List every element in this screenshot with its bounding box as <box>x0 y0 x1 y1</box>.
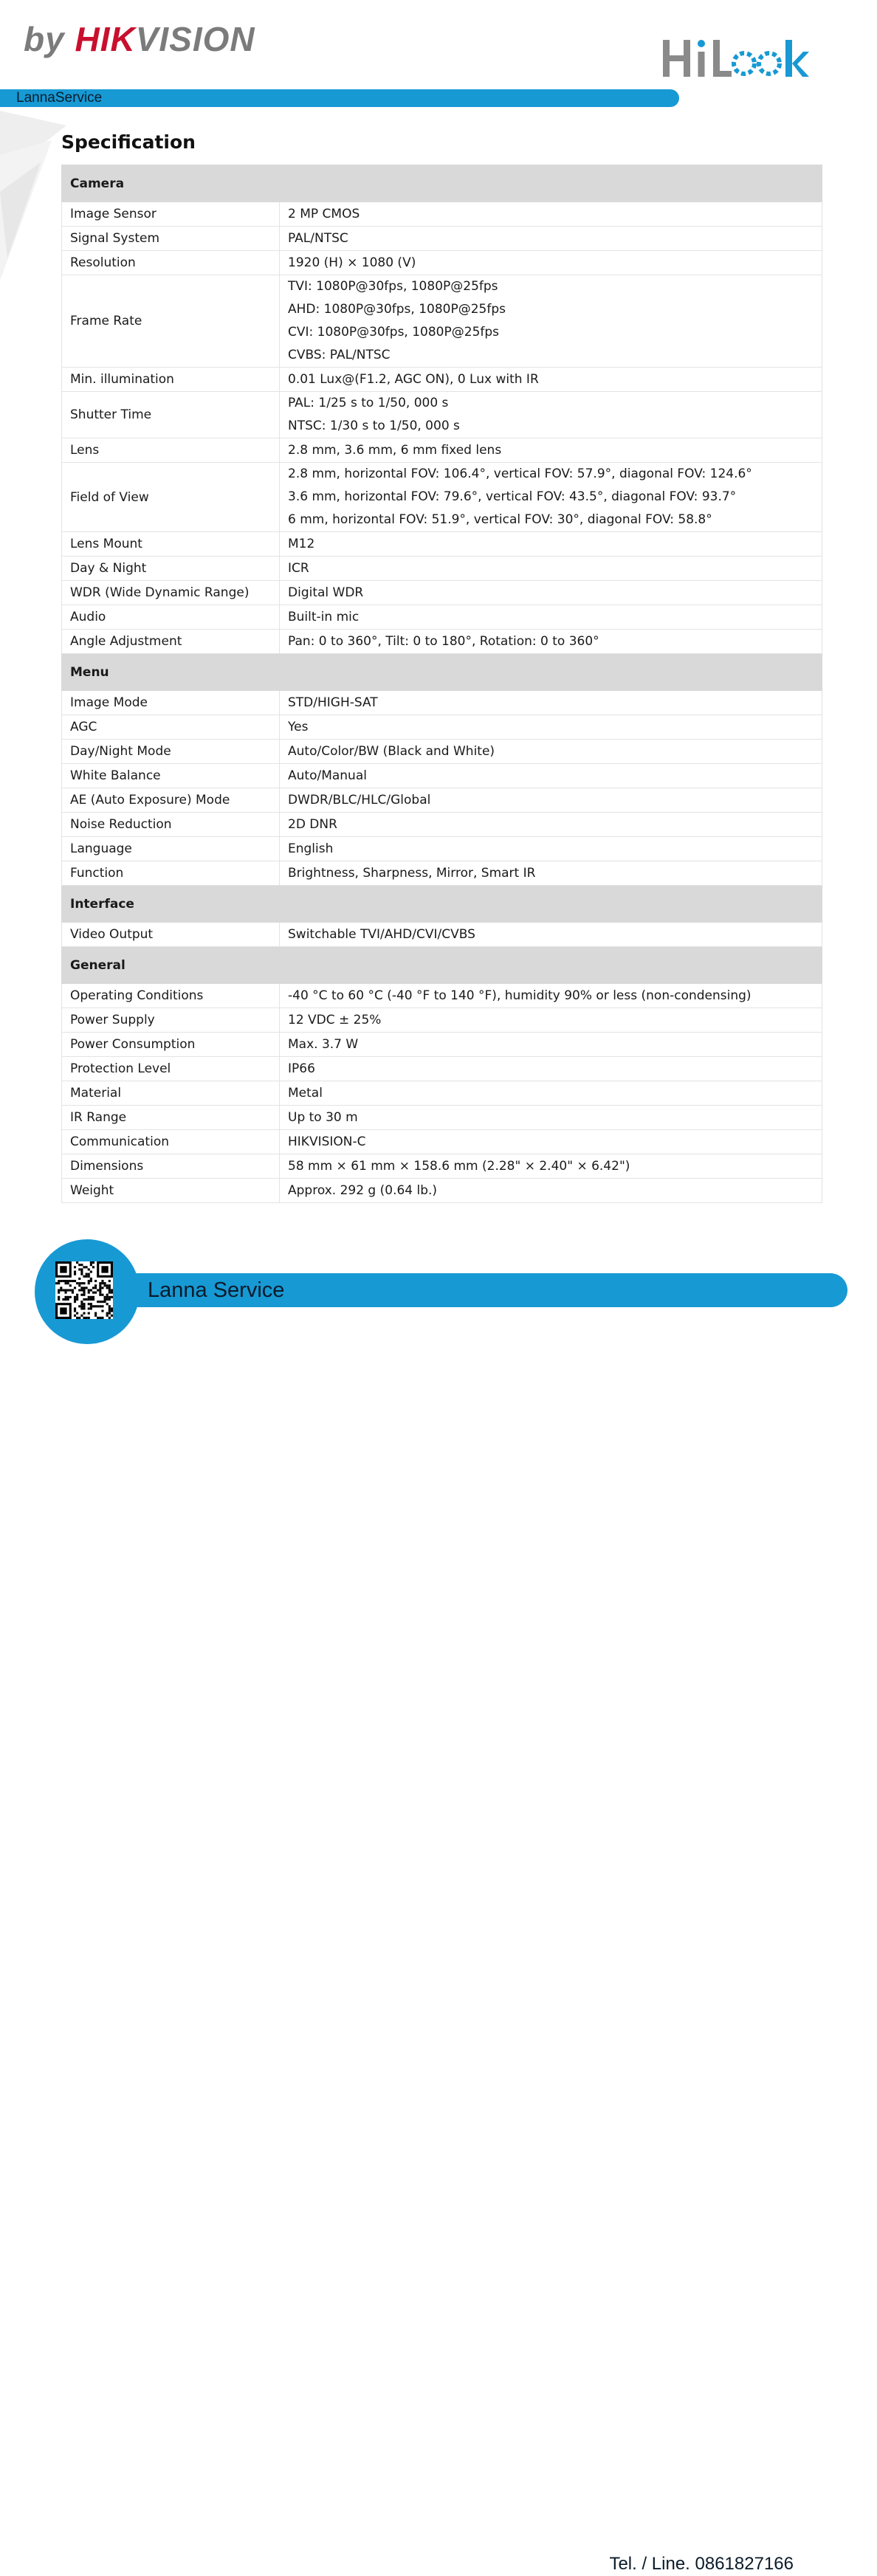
spec-value-line: PAL/NTSC <box>288 231 348 246</box>
spec-value-line: 2.8 mm, horizontal FOV: 106.4°, vertical FOV: 57.9°, diagonal FOV: 124.6° <box>288 466 752 481</box>
section-title: Menu <box>62 654 822 691</box>
table-row <box>62 557 822 581</box>
spec-label: Communication <box>62 1130 280 1154</box>
spec-label: Operating Conditions <box>62 984 280 1008</box>
table-row <box>62 1081 822 1106</box>
table-row <box>62 1008 822 1033</box>
spec-value-line: Digital WDR <box>288 585 364 600</box>
spec-value <box>280 1106 822 1130</box>
spec-value-line: Brightness, Sharpness, Mirror, Smart IR <box>288 866 536 881</box>
section-header <box>62 654 822 691</box>
spec-label: Language <box>62 837 280 861</box>
spec-value <box>280 1033 822 1057</box>
spec-label: Protection Level <box>62 1057 280 1081</box>
table-row <box>62 1033 822 1057</box>
spec-value <box>280 1154 822 1179</box>
spec-value-line: Max. 3.7 W <box>288 1037 359 1052</box>
spec-label: AGC <box>62 715 280 740</box>
spec-label: Function <box>62 861 280 886</box>
spec-value <box>280 368 822 392</box>
spec-value-line: IP66 <box>288 1061 315 1076</box>
table-row <box>62 1057 822 1081</box>
table-row <box>62 984 822 1008</box>
spec-value <box>280 691 822 715</box>
hikvision-logo: by HIKVISION <box>24 20 255 58</box>
spec-value-line: 0.01 Lux@(F1.2, AGC ON), 0 Lux with IR <box>288 372 539 387</box>
spec-value <box>280 923 822 947</box>
spec-value <box>280 861 822 886</box>
spec-value <box>280 1081 822 1106</box>
table-row <box>62 923 822 947</box>
table-row <box>62 463 822 532</box>
spec-label: Shutter Time <box>62 392 280 438</box>
table-row <box>62 764 822 788</box>
spec-value-line: NTSC: 1/30 s to 1/50, 000 s <box>288 419 460 433</box>
spec-value-line: 2D DNR <box>288 817 337 832</box>
footer-company-name: Lanna Service <box>148 1278 285 1302</box>
spec-value <box>280 788 822 813</box>
table-row <box>62 227 822 251</box>
table-row <box>62 581 822 605</box>
spec-value-line: AHD: 1080P@30fps, 1080P@25fps <box>288 302 506 317</box>
spec-value-line: 2.8 mm, 3.6 mm, 6 mm fixed lens <box>288 443 502 458</box>
spec-label: AE (Auto Exposure) Mode <box>62 788 280 813</box>
spec-value <box>280 275 822 368</box>
spec-label: WDR (Wide Dynamic Range) <box>62 581 280 605</box>
spec-label: Resolution <box>62 251 280 275</box>
spec-label: Audio <box>62 605 280 630</box>
spec-label: Image Sensor <box>62 202 280 227</box>
spec-value-line: Auto/Manual <box>288 768 367 783</box>
spec-value <box>280 813 822 837</box>
spec-value-line: Approx. 292 g (0.64 lb.) <box>288 1183 438 1198</box>
spec-value-line: CVBS: PAL/NTSC <box>288 348 391 362</box>
table-row <box>62 691 822 715</box>
spec-label: Field of View <box>62 463 280 532</box>
spec-value-line: 1920 (H) × 1080 (V) <box>288 255 416 270</box>
spec-value <box>280 605 822 630</box>
spec-label: Day & Night <box>62 557 280 581</box>
spec-value-line: Yes <box>288 720 309 734</box>
spec-value-line: 6 mm, horizontal FOV: 51.9°, vertical FOV: 30°, diagonal FOV: 58.8° <box>288 512 712 527</box>
spec-label: Power Consumption <box>62 1033 280 1057</box>
table-row <box>62 251 822 275</box>
spec-label: Video Output <box>62 923 280 947</box>
table-row <box>62 202 822 227</box>
spec-table <box>61 165 822 1203</box>
spec-label: Noise Reduction <box>62 813 280 837</box>
footer-phone: Tel. / Line. 0861827166 <box>609 2554 794 2574</box>
spec-value-line: Up to 30 m <box>288 1110 358 1125</box>
table-row <box>62 1179 822 1203</box>
spec-label: Angle Adjustment <box>62 630 280 654</box>
section-title: Interface <box>62 886 822 923</box>
spec-label: IR Range <box>62 1106 280 1130</box>
section-header <box>62 947 822 984</box>
spec-value-line: ICR <box>288 561 309 576</box>
spec-value <box>280 227 822 251</box>
decorative-triangles <box>0 111 66 280</box>
page-title: Specification <box>61 131 196 153</box>
spec-value <box>280 837 822 861</box>
section-header <box>62 165 822 202</box>
spec-value-line: -40 °C to 60 °C (-40 °F to 140 °F), humidity 90% or less (non-condensing) <box>288 988 752 1003</box>
table-row <box>62 1154 822 1179</box>
spec-label: Power Supply <box>62 1008 280 1033</box>
spec-value-line: Built-in mic <box>288 610 360 624</box>
spec-value <box>280 392 822 438</box>
table-row <box>62 438 822 463</box>
table-row <box>62 837 822 861</box>
hilook-logo <box>661 34 809 83</box>
spec-value-line: STD/HIGH-SAT <box>288 695 378 710</box>
spec-value <box>280 251 822 275</box>
spec-value <box>280 1057 822 1081</box>
spec-label: Day/Night Mode <box>62 740 280 764</box>
table-row <box>62 1106 822 1130</box>
spec-value <box>280 630 822 654</box>
table-row <box>62 788 822 813</box>
spec-value-line: 3.6 mm, horizontal FOV: 79.6°, vertical FOV: 43.5°, diagonal FOV: 93.7° <box>288 489 737 504</box>
spec-value <box>280 581 822 605</box>
spec-value-line: Pan: 0 to 360°, Tilt: 0 to 180°, Rotation: 0 to 360° <box>288 634 599 649</box>
spec-label: Signal System <box>62 227 280 251</box>
spec-label: Min. illumination <box>62 368 280 392</box>
spec-value-line: M12 <box>288 537 315 551</box>
table-row <box>62 630 822 654</box>
table-row <box>62 275 822 368</box>
table-row <box>62 368 822 392</box>
spec-value <box>280 984 822 1008</box>
spec-label: Image Mode <box>62 691 280 715</box>
table-row <box>62 861 822 886</box>
spec-value-line: English <box>288 841 334 856</box>
top-bar-label: LannaService <box>16 90 103 106</box>
spec-value-line: Switchable TVI/AHD/CVI/CVBS <box>288 927 475 942</box>
table-row <box>62 532 822 557</box>
spec-value-line: 58 mm × 61 mm × 158.6 mm (2.28" × 2.40" × 6.42") <box>288 1159 630 1174</box>
spec-value-line: PAL: 1/25 s to 1/50, 000 s <box>288 396 449 410</box>
qr-code-icon <box>55 1261 113 1319</box>
table-row <box>62 605 822 630</box>
spec-value <box>280 557 822 581</box>
section-title: Camera <box>62 165 822 202</box>
spec-value <box>280 1130 822 1154</box>
section-title: General <box>62 947 822 984</box>
spec-label: Weight <box>62 1179 280 1203</box>
spec-value-line: Auto/Color/BW (Black and White) <box>288 744 495 759</box>
spec-value <box>280 740 822 764</box>
table-row <box>62 715 822 740</box>
spec-label: Lens <box>62 438 280 463</box>
spec-value <box>280 1008 822 1033</box>
spec-value-line: 12 VDC ± 25% <box>288 1013 382 1027</box>
table-row <box>62 813 822 837</box>
spec-value-line: Metal <box>288 1086 323 1101</box>
spec-value <box>280 438 822 463</box>
spec-value-line: DWDR/BLC/HLC/Global <box>288 793 431 807</box>
spec-label: Frame Rate <box>62 275 280 368</box>
spec-value <box>280 463 822 532</box>
table-row <box>62 740 822 764</box>
spec-value-line: 2 MP CMOS <box>288 207 360 221</box>
table-row <box>62 1130 822 1154</box>
spec-value <box>280 202 822 227</box>
spec-label: Lens Mount <box>62 532 280 557</box>
spec-label: Dimensions <box>62 1154 280 1179</box>
spec-value <box>280 764 822 788</box>
spec-value-line: HIKVISION-C <box>288 1134 366 1149</box>
spec-value-line: TVI: 1080P@30fps, 1080P@25fps <box>288 279 498 294</box>
spec-label: White Balance <box>62 764 280 788</box>
spec-value <box>280 1179 822 1203</box>
spec-value <box>280 715 822 740</box>
spec-label: Material <box>62 1081 280 1106</box>
spec-value-line: CVI: 1080P@30fps, 1080P@25fps <box>288 325 500 340</box>
top-brand-bar <box>0 89 679 107</box>
spec-value <box>280 532 822 557</box>
table-row <box>62 392 822 438</box>
section-header <box>62 886 822 923</box>
